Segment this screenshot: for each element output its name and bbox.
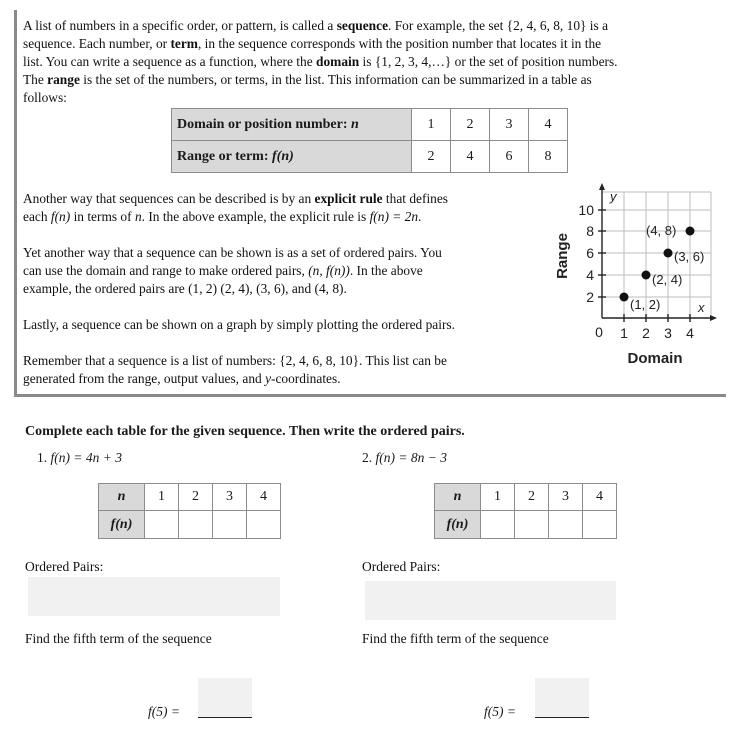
domain-header: Domain or position number: n <box>172 109 412 141</box>
n-cell: 1 <box>145 484 179 511</box>
problem-1-table <box>98 483 281 539</box>
problem-2-label: 2. f(n) = 8n − 3 <box>362 450 447 465</box>
intro-p2-line-2: each f(n) in terms of n. In the above example, the explicit rule is f(n) = 2n. <box>23 209 422 224</box>
fn-header: f(n) <box>435 511 481 539</box>
problem-1-label: 1. f(n) = 4n + 3 <box>37 450 122 465</box>
point-label: (3, 6) <box>674 249 705 264</box>
y-tick-labels <box>578 202 594 305</box>
range-cell: 8 <box>529 141 568 173</box>
fn-input-cell[interactable] <box>247 511 281 539</box>
example-table <box>171 108 568 173</box>
n-cell: 2 <box>179 484 213 511</box>
fn-input-cell[interactable] <box>145 511 179 539</box>
intro-p1-line-4: The range is the set of the numbers, or terms, in the list. This information can be summarized in a table as <box>23 72 592 87</box>
graph-canvas <box>548 182 728 372</box>
domain-cell: 2 <box>451 109 490 141</box>
problem-1-ordered-pairs-input[interactable] <box>28 577 280 616</box>
y-axis-title: Range <box>554 233 571 279</box>
intro-p4-line-1: Lastly, a sequence can be shown on a graph by simply plotting the ordered pairs. <box>23 317 455 332</box>
point-label: (4, 8) <box>646 223 677 238</box>
intro-paragraph-1 <box>23 17 618 107</box>
intro-p1-line-2: sequence. Each number, or term, in the sequence corresponds with the position number that locates it in the <box>23 36 602 51</box>
problem-2-ordered-pairs-label: Ordered Pairs: <box>362 559 441 574</box>
data-point <box>686 227 695 236</box>
y-tick-label: 2 <box>586 289 594 305</box>
intro-p2-line-1: Another way that sequences can be described is by an explicit rule that defines <box>23 191 449 206</box>
n-cell: 1 <box>481 484 515 511</box>
example-domain-row <box>172 109 568 141</box>
problem-2-fn-row <box>435 511 617 539</box>
data-point <box>642 271 651 280</box>
problem-2-ordered-pairs-input[interactable] <box>365 581 616 620</box>
range-cell: 6 <box>490 141 529 173</box>
x-tick-labels <box>595 324 694 341</box>
fn-input-cell[interactable] <box>213 511 247 539</box>
domain-cell: 1 <box>412 109 451 141</box>
fn-input-cell[interactable] <box>583 511 617 539</box>
intro-paragraph-3 <box>23 244 442 298</box>
intro-p3-line-3: example, the ordered pairs are (1, 2) (2, 4), (3, 6), and (4, 8). <box>23 281 347 296</box>
n-header: n <box>99 484 145 511</box>
problem-2-n-row <box>435 484 617 511</box>
intro-p1-line-3: list. You can write a sequence as a function, where the domain is {1, 2, 3, 4,…} or the set of position numbers. <box>23 54 618 69</box>
fn-input-cell[interactable] <box>549 511 583 539</box>
problem-2-f5-blank-line <box>535 717 589 718</box>
sequence-graph <box>548 182 728 372</box>
intro-p5-line-2: generated from the range, output values, and y-coordinates. <box>23 371 341 386</box>
exercise-instructions: Complete each table for the given sequence. Then write the ordered pairs. <box>25 424 465 439</box>
problem-1-n-row <box>99 484 281 511</box>
problem-2-f5-input[interactable] <box>535 678 589 718</box>
intro-p5-line-1: Remember that a sequence is a list of numbers: {2, 4, 6, 8, 10}. This list can be <box>23 353 447 368</box>
range-cell: 4 <box>451 141 490 173</box>
domain-cell: 3 <box>490 109 529 141</box>
y-tick-label: 4 <box>586 267 594 283</box>
n-cell: 2 <box>515 484 549 511</box>
n-cell: 3 <box>213 484 247 511</box>
fn-input-cell[interactable] <box>481 511 515 539</box>
n-cell: 4 <box>583 484 617 511</box>
fn-input-cell[interactable] <box>179 511 213 539</box>
problem-1-fn-row <box>99 511 281 539</box>
problem-1-ordered-pairs-label: Ordered Pairs: <box>25 559 104 574</box>
data-point <box>664 249 673 258</box>
y-tick-label: 8 <box>586 223 594 239</box>
x-tick-label: 3 <box>664 325 672 341</box>
intro-paragraph-2 <box>23 190 448 226</box>
x-tick-label: 1 <box>620 325 628 341</box>
problem-2-f5-label: f(5) = <box>484 704 516 719</box>
n-header: n <box>435 484 481 511</box>
problem-1-f5-input[interactable] <box>198 678 252 718</box>
y-tick-label: 6 <box>586 245 594 261</box>
n-cell: 4 <box>247 484 281 511</box>
y-axis-variable: y <box>610 189 617 204</box>
intro-paragraph-5 <box>23 352 447 388</box>
fn-input-cell[interactable] <box>515 511 549 539</box>
range-cell: 2 <box>412 141 451 173</box>
intro-p1-line-1: A list of numbers in a specific order, or pattern, is called a sequence. For example, the set {2, 4, 6, 8, 10} is a <box>23 18 609 33</box>
intro-paragraph-4 <box>23 316 455 334</box>
fn-header: f(n) <box>99 511 145 539</box>
problem-1-fifth-term-label: Find the fifth term of the sequence <box>25 631 212 646</box>
domain-cell: 4 <box>529 109 568 141</box>
range-header: Range or term: f(n) <box>172 141 412 173</box>
y-tick-label: 10 <box>578 202 594 218</box>
point-label: (2, 4) <box>652 272 683 287</box>
x-tick-label: 2 <box>642 325 650 341</box>
problem-2-table <box>434 483 617 539</box>
example-range-row <box>172 141 568 173</box>
problem-1-f5-label: f(5) = <box>148 704 180 719</box>
intro-p3-line-1: Yet another way that a sequence can be shown is as a set of ordered pairs. You <box>23 245 442 260</box>
x-axis-title: Domain <box>627 350 683 367</box>
point-label: (1, 2) <box>630 297 661 312</box>
n-cell: 3 <box>549 484 583 511</box>
intro-p1-line-5: follows: <box>23 90 67 105</box>
problem-2-fifth-term-label: Find the fifth term of the sequence <box>362 631 549 646</box>
data-point <box>620 293 629 302</box>
problem-1-f5-blank-line <box>198 717 252 718</box>
point-labels <box>630 223 704 312</box>
intro-p3-line-2: can use the domain and range to make ordered pairs, (n, f(n)). In the above <box>23 263 423 278</box>
x-axis-variable: x <box>698 300 705 315</box>
origin-label: 0 <box>595 324 603 340</box>
x-tick-label: 4 <box>686 325 694 341</box>
